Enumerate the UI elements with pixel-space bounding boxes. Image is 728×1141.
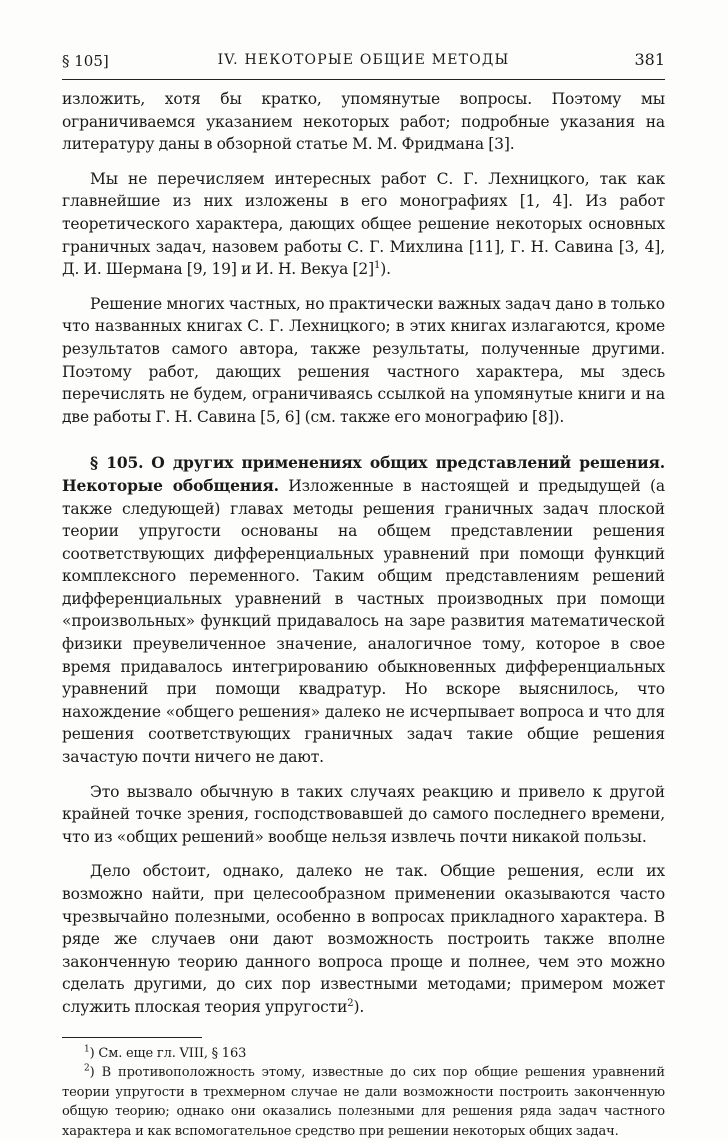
- footnote-rule: [62, 1037, 202, 1038]
- paragraph-general-solutions: Дело обстоит, однако, далеко не так. Общие решения, если их возможно найти, при целесообразном применении оказываются часто чрезвычайно полезными, особенно в вопросах прикладного характера. В ряде же случаев они дают возможность построить также вполне законченную теорию данного вопроса проще и полнее, чем это можно сделать другими, до сих пор известными методами; примером может служить плоская теория упругости$^2$).: [62, 862, 665, 1016]
- header-rule: [62, 79, 665, 80]
- paragraph-continuation: изложить, хотя бы кратко, упомянутые вопросы. Поэтому мы ограничиваемся указанием некоторых работ; подробные указания на литературу даны в обзорной статье М. М. Фридмана [3].: [62, 90, 665, 154]
- footnote-ref-1: 1: [374, 260, 381, 271]
- page-body: [62, 88, 665, 1141]
- section-number: § 105.: [90, 453, 144, 473]
- paragraph-particular-solutions: Решение многих частных, но практически важных задач дано в только что названных книгах С. Г. Лехницкого; в этих книгах излагаются, кроме результатов самого автора, также результаты, полученные другими. Поэтому работ, дающих решения частного характера, мы здесь перечислять не будем, ограничиваясь ссылкой на упомянутые книги и на две работы Г. Н. Савина [5, 6] (см. также его монографию [8]).: [62, 294, 665, 426]
- header-section-ref: § 105]: [62, 52, 109, 70]
- running-header: [62, 50, 665, 74]
- footnotes: [62, 1044, 665, 1141]
- header-chapter-title: IV. НЕКОТОРЫЕ ОБЩИЕ МЕТОДЫ: [217, 52, 510, 68]
- footnote-ref-2: 2: [347, 997, 354, 1009]
- paragraph-reaction: Это вызвало обычную в таких случаях реакцию и привело к другой крайней точке зрения, господствовавшей до самого последнего времени, что из «общих решений» вообще нельзя извлечь почти никакой пользы.: [62, 782, 665, 846]
- section-105-heading-paragraph: § 105. О других применениях общих представлений решения. Некоторые обобщения. Изложенные в настоящей и предыдущей (а также следующей) главах методы решения граничных задач плоской теории упругости основаны на общем представлении решения соответствующих дифференциальных уравнений при помощи функций комплексного переменного. Таким общим представлениям решений дифференциальных уравнений в частных производных при помощи «произвольных» функций придавалось на заре развития математической физики преувеличенное значение, аналогичное тому, которое в свое время придавалось интегрированию обыкновенных дифференциальных уравнений при помощи квадратур. Но вскоре выяснилось, что нахождение «общего решения» далеко не исчерпывает вопроса и что для решения соответствующих граничных задач такие общие решения зачастую почти ничего не дают.: [62, 453, 666, 767]
- footnote-1: $^1$) См. еще гл. VIII, § 163: [84, 1044, 247, 1061]
- page-number: 381: [634, 50, 665, 69]
- section-title: О других применениях общих представлений решения. Некоторые обобщения.: [62, 453, 666, 495]
- footnote-2: $^2$) В противоположность этому, известные до сих пор общие решения уравнений теории упругости в трехмерном случае не дали возможности построить законченную общую теорию; однако они оказались полезными для решения ряда задач частного характера и как вспомогательное средство при решении некоторых общих задач.: [62, 1063, 665, 1139]
- paragraph-lekhnitsky-works: Мы не перечисляем интересных работ С. Г. Лехницкого, так как главнейшие из них изложены в его монографиях [1, 4]. Из работ теоретического характера, дающих общее решение некоторых основных граничных задач, назовем работы С. Г. Михлина [11], Г. Н. Савина [3, 4], Д. И. Шермана [9, 19] и И. Н. Векуа $[2]^1$).: [62, 169, 665, 279]
